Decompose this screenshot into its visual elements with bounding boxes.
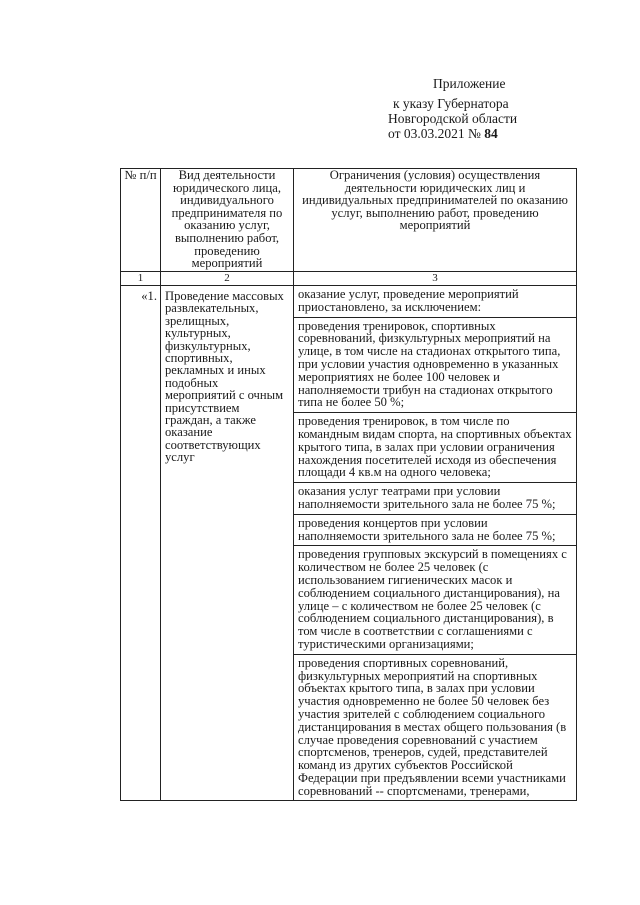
column-number-1: 1 — [121, 272, 161, 286]
condition-item: проведения спортивных соревнований, физкультурных мероприятий на спортивных объектах крытого типа, в залах при условии участия одновременно не более 50 человек без участия зрителей с соблюдением социального дистанцирования в местах общего пользования (в случае проведения соревнований с участием спортсменов, тренеров, судей, представителей команд из других субъектов Российской Федерации при предъявлении всеми участниками соревнований -- спортсменами, тренерами, — [298, 655, 567, 798]
header-number: № п/п — [121, 169, 161, 272]
row-activity: Проведение массовых развлекательных, зрелищных, культурных, физкультурных, спортивных, рекламных и иных подобных мероприятий с очным присутствием граждан, а также оказание соответствующих услуг — [161, 286, 294, 801]
restrictions-table — [120, 168, 577, 801]
column-number-row — [121, 272, 577, 286]
header-activity: Вид деятельности юридического лица, индивидуального предпринимателя по оказанию услуг, выполнению работ, проведению мероприятий — [161, 169, 294, 272]
condition-item: оказания услуг театрами при условии наполняемости зрительного зала не более 75 %; — [294, 483, 576, 515]
header-conditions: Ограничения (условия) осуществления деятельности юридических лиц и индивидуальных предпринимателей по оказанию услуг, выполнению работ, проведению мероприятий — [294, 169, 577, 272]
appendix-heading — [388, 76, 558, 141]
appendix-date: от 03.03.2021 № — [388, 126, 485, 141]
condition-item: проведения тренировок, спортивных соревнований, физкультурных мероприятий на улице, в том числе на стадионах открытого типа, при условии участия одновременно в указанных мероприятиях не более 100 человек и наполняемости трибун на стадионах открытого типа не более 50 %; — [294, 318, 576, 414]
condition-item: проведения групповых экскурсий в помещениях с количеством не более 25 человек (с использованием гигиенических масок и соблюдением социального дистанцирования), на улице – с количеством не более 25 человек (с соблюдением социального дистанцирования), в том числе в соответствии с соглашениями с туристическими организациями; — [294, 546, 576, 654]
row-conditions — [294, 286, 577, 801]
appendix-number: 84 — [484, 126, 498, 141]
appendix-region-line: Новгородской области — [388, 111, 518, 126]
condition-item: проведения тренировок, в том числе по командным видам спорта, на спортивных объектах крытого типа, в залах при условии ограничения нахождения посетителей исходя из обеспечения площади 4 кв.м на одного человека; — [294, 413, 576, 483]
condition-item: проведения концертов при условии наполняемости зрительного зала не более 75 %; — [294, 515, 576, 547]
table-header-row — [121, 169, 577, 272]
row-number: «1. — [121, 286, 161, 801]
condition-item: оказание услуг, проведение мероприятий приостановлено, за исключением: — [294, 286, 576, 318]
appendix-decree-line: к указу Губернатора — [393, 96, 509, 111]
table-row — [121, 286, 577, 801]
appendix-title: Приложение — [433, 76, 506, 91]
column-number-3: 3 — [294, 272, 577, 286]
appendix-date-line — [388, 126, 558, 141]
column-number-2: 2 — [161, 272, 294, 286]
